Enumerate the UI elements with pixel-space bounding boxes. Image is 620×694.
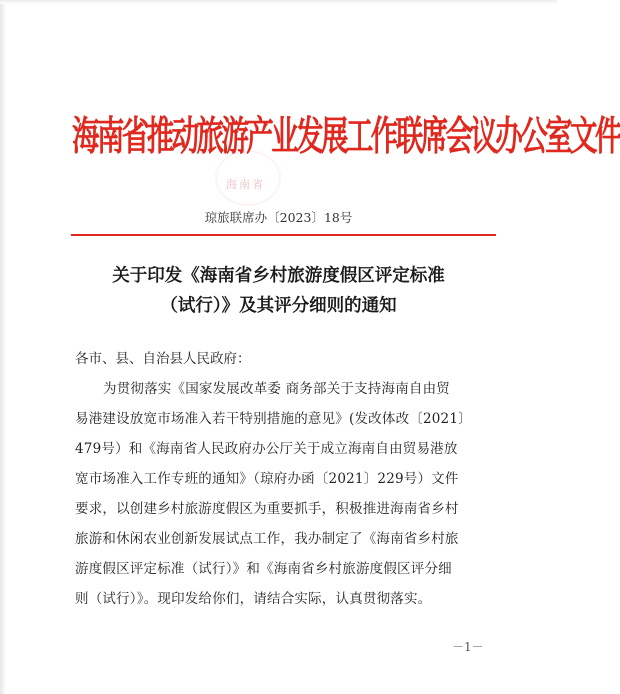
page-edge-shadow-top bbox=[0, 0, 557, 4]
body-line: 479号）和《海南省人民政府办公厅关于成立海南自由贸易港放 bbox=[75, 441, 458, 457]
body-line: 游度假区评定标准（试行）》和《海南省乡村旅游度假区评分细 bbox=[75, 561, 452, 577]
document-number: 琼旅联席办〔2023〕18号 bbox=[204, 210, 353, 225]
seal-text: 海南省 bbox=[226, 178, 265, 191]
salutation: 各市、县、自治县人民政府： bbox=[75, 351, 251, 367]
body-line: 则（试行）》。现印发给你们，请结合实际，认真贯彻落实。 bbox=[75, 591, 432, 607]
notice-title-line-2: （试行）》及其评分细则的通知 bbox=[160, 296, 397, 316]
body-line: 为贯彻落实《国家发展改革委 商务部关于支持海南自由贸 bbox=[103, 381, 450, 397]
body-line: 旅游和休闲农业创新发展试点工作，我办制定了《海南省乡村旅 bbox=[75, 531, 459, 547]
page-number: －1－ bbox=[452, 640, 484, 654]
notice-title-line-1: 关于印发《海南省乡村旅游度假区评定标准 bbox=[112, 266, 445, 286]
body-line: 易港建设放宽市场准入若干特别措施的意见》(发改体改〔2021〕 bbox=[75, 411, 472, 427]
body-line: 宽市场准入工作专班的通知》（琼府办函〔2021〕229号）文件 bbox=[75, 471, 459, 487]
body-line: 要求，以创建乡村旅游度假区为重要抓手，积极推进海南省乡村 bbox=[75, 501, 459, 517]
header-divider-line bbox=[71, 234, 496, 236]
page-edge-shadow bbox=[0, 0, 6, 694]
issuer-header: 海南省推动旅游产业发展工作联席会议办公室文件 bbox=[72, 113, 620, 160]
